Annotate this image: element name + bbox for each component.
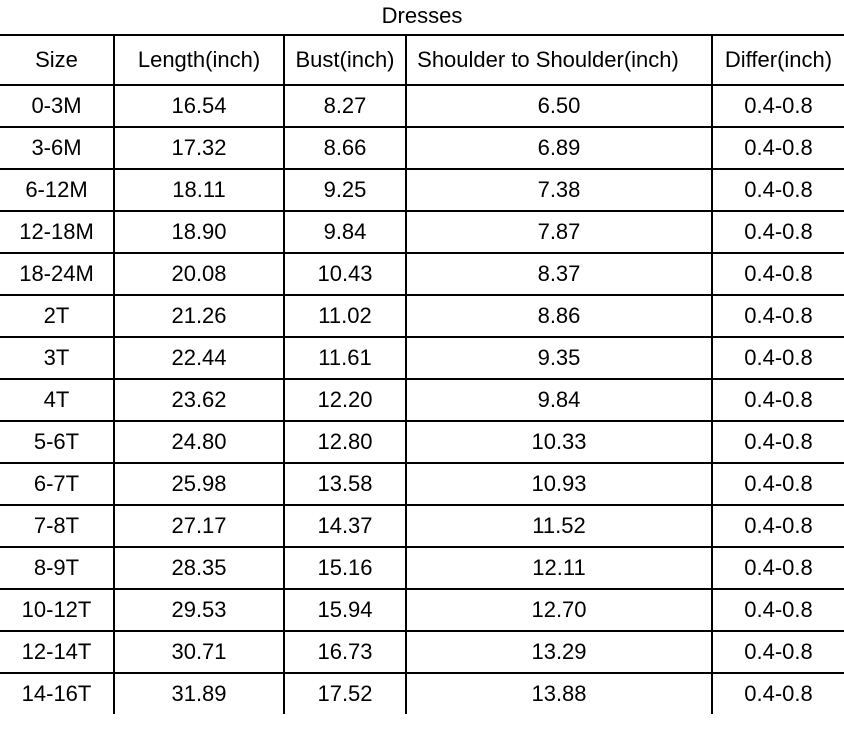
- table-row: [0, 211, 844, 253]
- size-chart-table: [0, 34, 844, 714]
- cell-length: 27.17: [114, 505, 284, 547]
- cell-size: 5-6T: [0, 421, 114, 463]
- cell-differ: 0.4-0.8: [712, 337, 844, 379]
- cell-size: 6-12M: [0, 169, 114, 211]
- cell-bust: 8.66: [284, 127, 406, 169]
- cell-differ: 0.4-0.8: [712, 379, 844, 421]
- header-differ: Differ(inch): [712, 35, 844, 85]
- cell-bust: 9.84: [284, 211, 406, 253]
- cell-differ: 0.4-0.8: [712, 211, 844, 253]
- cell-differ: 0.4-0.8: [712, 631, 844, 673]
- cell-length: 30.71: [114, 631, 284, 673]
- cell-differ: 0.4-0.8: [712, 127, 844, 169]
- cell-shoulder: 8.37: [406, 253, 712, 295]
- cell-differ: 0.4-0.8: [712, 85, 844, 127]
- cell-shoulder: 6.50: [406, 85, 712, 127]
- header-size: Size: [0, 35, 114, 85]
- cell-bust: 14.37: [284, 505, 406, 547]
- table-row: [0, 127, 844, 169]
- cell-length: 22.44: [114, 337, 284, 379]
- cell-size: 18-24M: [0, 253, 114, 295]
- cell-length: 17.32: [114, 127, 284, 169]
- table-row: [0, 295, 844, 337]
- table-row: [0, 631, 844, 673]
- table-row: [0, 589, 844, 631]
- table-row: [0, 85, 844, 127]
- cell-bust: 15.16: [284, 547, 406, 589]
- header-bust: Bust(inch): [284, 35, 406, 85]
- cell-size: 3-6M: [0, 127, 114, 169]
- table-row: [0, 505, 844, 547]
- cell-differ: 0.4-0.8: [712, 295, 844, 337]
- cell-bust: 16.73: [284, 631, 406, 673]
- table-row: [0, 379, 844, 421]
- cell-size: 7-8T: [0, 505, 114, 547]
- cell-shoulder: 12.70: [406, 589, 712, 631]
- cell-differ: 0.4-0.8: [712, 589, 844, 631]
- cell-bust: 9.25: [284, 169, 406, 211]
- cell-length: 28.35: [114, 547, 284, 589]
- cell-bust: 17.52: [284, 673, 406, 714]
- cell-differ: 0.4-0.8: [712, 169, 844, 211]
- cell-bust: 8.27: [284, 85, 406, 127]
- cell-shoulder: 12.11: [406, 547, 712, 589]
- cell-size: 12-18M: [0, 211, 114, 253]
- cell-shoulder: 13.88: [406, 673, 712, 714]
- cell-bust: 15.94: [284, 589, 406, 631]
- cell-differ: 0.4-0.8: [712, 673, 844, 714]
- cell-shoulder: 10.93: [406, 463, 712, 505]
- cell-shoulder: 9.84: [406, 379, 712, 421]
- cell-differ: 0.4-0.8: [712, 463, 844, 505]
- cell-size: 12-14T: [0, 631, 114, 673]
- cell-length: 21.26: [114, 295, 284, 337]
- cell-differ: 0.4-0.8: [712, 253, 844, 295]
- cell-size: 0-3M: [0, 85, 114, 127]
- table-row: [0, 547, 844, 589]
- cell-size: 8-9T: [0, 547, 114, 589]
- cell-bust: 12.80: [284, 421, 406, 463]
- cell-length: 16.54: [114, 85, 284, 127]
- cell-length: 31.89: [114, 673, 284, 714]
- cell-shoulder: 7.38: [406, 169, 712, 211]
- header-row: [0, 35, 844, 85]
- cell-length: 24.80: [114, 421, 284, 463]
- cell-bust: 12.20: [284, 379, 406, 421]
- table-row: [0, 421, 844, 463]
- cell-shoulder: 8.86: [406, 295, 712, 337]
- cell-size: 14-16T: [0, 673, 114, 714]
- table-title: Dresses: [381, 3, 463, 28]
- table-row: [0, 673, 844, 714]
- cell-length: 20.08: [114, 253, 284, 295]
- table-row: [0, 253, 844, 295]
- cell-shoulder: 9.35: [406, 337, 712, 379]
- cell-size: 6-7T: [0, 463, 114, 505]
- cell-bust: 11.61: [284, 337, 406, 379]
- cell-differ: 0.4-0.8: [712, 505, 844, 547]
- cell-shoulder: 13.29: [406, 631, 712, 673]
- cell-length: 29.53: [114, 589, 284, 631]
- cell-bust: 13.58: [284, 463, 406, 505]
- cell-length: 23.62: [114, 379, 284, 421]
- table-row: [0, 169, 844, 211]
- cell-bust: 11.02: [284, 295, 406, 337]
- cell-length: 25.98: [114, 463, 284, 505]
- cell-size: 10-12T: [0, 589, 114, 631]
- cell-differ: 0.4-0.8: [712, 547, 844, 589]
- cell-size: 3T: [0, 337, 114, 379]
- table-row: [0, 463, 844, 505]
- cell-bust: 10.43: [284, 253, 406, 295]
- cell-length: 18.90: [114, 211, 284, 253]
- header-shoulder: Shoulder to Shoulder(inch): [406, 35, 712, 85]
- cell-size: 2T: [0, 295, 114, 337]
- header-length: Length(inch): [114, 35, 284, 85]
- cell-size: 4T: [0, 379, 114, 421]
- cell-shoulder: 11.52: [406, 505, 712, 547]
- table-row: [0, 337, 844, 379]
- cell-shoulder: 7.87: [406, 211, 712, 253]
- cell-length: 18.11: [114, 169, 284, 211]
- cell-shoulder: 10.33: [406, 421, 712, 463]
- cell-shoulder: 6.89: [406, 127, 712, 169]
- cell-differ: 0.4-0.8: [712, 421, 844, 463]
